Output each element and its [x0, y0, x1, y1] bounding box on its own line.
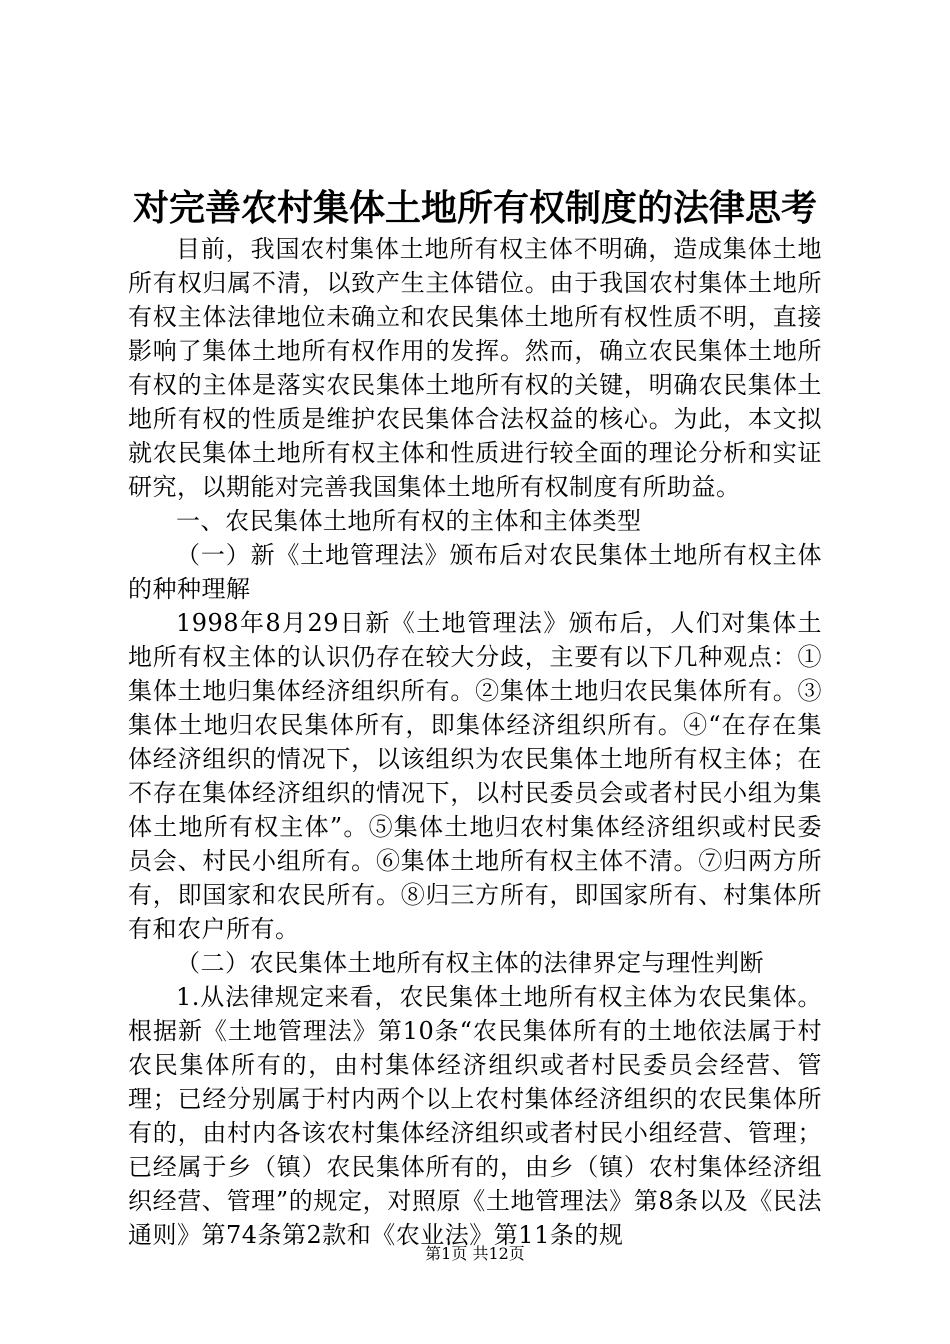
paragraph: 1998年8月29日新《土地管理法》颁布后，人们对集体土地所有权主体的认识仍存在较大分歧，主要有以下几种观点：①集体土地归集体经济组织所有。②集体土地归农民集体所有。③集体土地归农民集体所有，即集体经济组织所有。④“在存在集体经济组织的情况下，以该组织为农民集体土地所有权主体；在不存在集体经济组织的情况下，以村民委员会或者村民小组为集体土地所有权主体”。⑤集体土地归农村集体经济组织或村民委员会、村民小组所有。⑥集体土地所有权主体不清。⑦归两方所有，即国家和农民所有。⑧归三方所有，即国家所有、村集体所有和农户所有。: [128, 609, 822, 943]
document-body: [128, 232, 822, 1252]
subsection-heading: （二）农民集体土地所有权主体的法律界定与理性判断: [176, 949, 764, 977]
document-title: 对完善农村集体土地所有权制度的法律思考: [132, 187, 817, 229]
section-heading: 一、农民集体土地所有权的主体和主体类型: [176, 507, 642, 535]
paragraph: 目前，我国农村集体土地所有权主体不明确，造成集体土地所有权归属不清，以致产生主体错位。由于我国农村集体土地所有权主体法律地位未确立和农民集体土地所有权性质不明，直接影响了集体土地所有权作用的发挥。然而，确立农民集体土地所有权的主体是落实农民集体土地所有权的关键，明确农民集体土地所有权的性质是维护农民集体合法权益的核心。为此，本文拟就农民集体土地所有权主体和性质进行较全面的理论分析和实证研究，以期能对完善我国集体土地所有权制度有所助益。: [128, 235, 822, 501]
subsection-heading: （一）新《土地管理法》颁布后对农民集体土地所有权主体的种种理解: [128, 541, 822, 603]
page-number-footer: 第1页 共12页: [425, 1244, 525, 1263]
paragraph: 1.从法律规定来看，农民集体土地所有权主体为农民集体。根据新《土地管理法》第10条“农民集体所有的土地依法属于村农民集体所有的，由村集体经济组织或者村民委员会经营、管理；已经分别属于村内两个以上农村集体经济组织的农民集体所有的，由村内各该农村集体经济组织或者村民小组经营、管理；已经属于乡（镇）农民集体所有的，由乡（镇）农村集体经济组织经营、管理”的规定，对照原《土地管理法》第8条以及《民法通则》第74条第2款和《农业法》第11条的规: [128, 983, 822, 1249]
